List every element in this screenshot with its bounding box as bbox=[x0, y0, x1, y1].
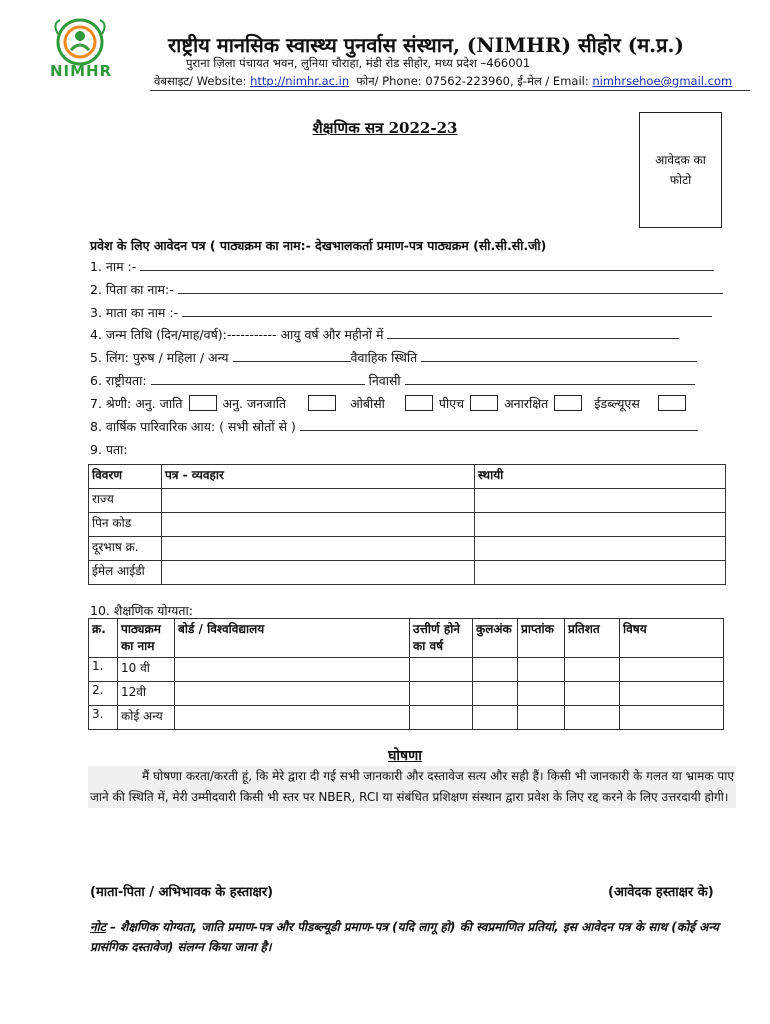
category-sc-label: 7. श्रेणी: अनु. जाति bbox=[90, 396, 183, 411]
table-row bbox=[89, 706, 724, 730]
edu-row-no: 2. bbox=[89, 682, 118, 706]
edu-row-no: 3. bbox=[89, 706, 118, 730]
father-name-blank[interactable] bbox=[178, 281, 723, 294]
category-obc-checkbox[interactable] bbox=[405, 395, 433, 411]
edu-header-board: बोर्ड / विश्वविद्यालय bbox=[175, 619, 410, 658]
edu-header-course: पाठ्यक्रम का नाम bbox=[118, 619, 175, 658]
edu-cell[interactable] bbox=[518, 658, 565, 682]
note bbox=[90, 917, 740, 957]
edu-cell[interactable] bbox=[620, 682, 724, 706]
gender-label: 5. लिंग: पुरुष / महिला / अन्य bbox=[90, 350, 229, 365]
edu-header-subject: विषय bbox=[620, 619, 724, 658]
declaration-title: घोषणा bbox=[388, 748, 422, 764]
edu-cell[interactable] bbox=[518, 706, 565, 730]
note-label: नोट bbox=[90, 920, 106, 934]
edu-header-total-marks: कुलअंक bbox=[473, 619, 518, 658]
photo-box-label-1: आवेदक का bbox=[655, 153, 706, 167]
table-row bbox=[89, 561, 726, 585]
nationality-label: 6. राष्ट्रीयता: bbox=[90, 373, 147, 388]
edu-header-percentage: प्रतिशत bbox=[565, 619, 620, 658]
edu-cell[interactable] bbox=[175, 706, 410, 730]
dob-label: 4. जन्म तिथि (दिन/माह/वर्ष):----------- आयु वर्ष और महीनों में bbox=[90, 327, 384, 342]
address-label: 9. पता: bbox=[90, 442, 128, 457]
category-ews-label: ईडब्ल्यूएस bbox=[594, 396, 640, 411]
category-field bbox=[90, 395, 692, 412]
age-blank[interactable] bbox=[387, 326, 679, 339]
income-blank[interactable] bbox=[300, 418, 698, 431]
table-row bbox=[89, 465, 726, 489]
logo-wordmark: NIMHR bbox=[50, 62, 113, 80]
resident-blank[interactable] bbox=[405, 372, 695, 385]
marital-status-label: वैवाहिक स्थिति bbox=[350, 350, 418, 365]
address-row-phone: दूरभाष क्र. bbox=[89, 537, 162, 561]
institute-address: पुराना ज़िला पंचायत भवन, लुनिया चौराहा, मंडी रोड सीहोर, मध्य प्रदेश –466001 bbox=[186, 56, 531, 70]
edu-row-no: 1. bbox=[89, 658, 118, 682]
mother-name-field[interactable] bbox=[90, 304, 712, 321]
photo-box-label-2: फोटो bbox=[669, 173, 692, 187]
address-row-state: राज्य bbox=[89, 489, 162, 513]
website-label: वेबसाइट/ Website: bbox=[154, 74, 251, 88]
education-table bbox=[88, 618, 724, 730]
edu-cell[interactable] bbox=[565, 658, 620, 682]
dob-field[interactable] bbox=[90, 326, 679, 343]
table-row bbox=[89, 489, 726, 513]
category-ph-label: पीएच bbox=[438, 396, 465, 411]
table-row bbox=[89, 537, 726, 561]
header-divider bbox=[150, 90, 750, 91]
address-header-detail: विवरण bbox=[89, 465, 162, 489]
marital-status-blank[interactable] bbox=[421, 349, 697, 362]
parent-signature-label: (माता-पिता / अभिभावक के हस्ताक्षर) bbox=[90, 885, 274, 900]
address-header-permanent: स्थायी bbox=[475, 465, 726, 489]
nimhr-logo bbox=[38, 14, 122, 90]
edu-cell[interactable] bbox=[410, 658, 473, 682]
table-row bbox=[89, 513, 726, 537]
email-permanent-cell[interactable] bbox=[475, 561, 726, 585]
nationality-field[interactable] bbox=[90, 372, 695, 389]
category-sc-checkbox[interactable] bbox=[189, 395, 217, 411]
phone-email-label: फोन/ Phone: 07562-223960, ई-मेल / Email: bbox=[349, 74, 593, 88]
edu-row-course: कोई अन्य bbox=[118, 706, 175, 730]
edu-header-no: क्र. bbox=[89, 619, 118, 658]
education-label: 10. शैक्षणिक योग्यता: bbox=[90, 603, 193, 618]
pincode-correspondence-cell[interactable] bbox=[162, 513, 475, 537]
edu-cell[interactable] bbox=[620, 706, 724, 730]
income-field[interactable] bbox=[90, 418, 698, 435]
edu-header-obtained-marks: प्राप्तांक bbox=[518, 619, 565, 658]
phone-permanent-cell[interactable] bbox=[475, 537, 726, 561]
institute-title: राष्ट्रीय मानसिक स्वास्थ्य पुनर्वास संस्थान, (NIMHR) सीहोर (म.प्र.) bbox=[168, 33, 684, 57]
state-permanent-cell[interactable] bbox=[475, 489, 726, 513]
mother-name-blank[interactable] bbox=[182, 304, 712, 317]
father-name-field[interactable] bbox=[90, 281, 723, 298]
income-label: 8. वार्षिक पारिवारिक आय: ( सभी स्रोतों से ) bbox=[90, 419, 296, 434]
edu-cell[interactable] bbox=[410, 682, 473, 706]
declaration-text bbox=[88, 766, 736, 808]
edu-cell[interactable] bbox=[473, 706, 518, 730]
email-link[interactable]: nimhrsehoe@gmail.com bbox=[592, 74, 733, 88]
edu-cell[interactable] bbox=[620, 658, 724, 682]
category-ph-checkbox[interactable] bbox=[470, 395, 498, 411]
category-ews-checkbox[interactable] bbox=[658, 395, 686, 411]
edu-cell[interactable] bbox=[565, 706, 620, 730]
name-blank[interactable] bbox=[140, 258, 714, 271]
table-row bbox=[89, 619, 724, 658]
address-row-email: ईमेल आईडी bbox=[89, 561, 162, 585]
name-label: 1. नाम :- bbox=[90, 259, 137, 274]
contact-line bbox=[154, 74, 732, 89]
edu-header-year: उत्तीर्ण होने का वर्ष bbox=[410, 619, 473, 658]
category-general-checkbox[interactable] bbox=[554, 395, 582, 411]
name-field[interactable] bbox=[90, 258, 714, 275]
phone-correspondence-cell[interactable] bbox=[162, 537, 475, 561]
edu-row-course: 12वी bbox=[118, 682, 175, 706]
edu-cell[interactable] bbox=[175, 658, 410, 682]
edu-cell[interactable] bbox=[473, 658, 518, 682]
category-st-label: अनु. जनजाति bbox=[222, 396, 287, 411]
mother-name-label: 3. माता का नाम :- bbox=[90, 305, 179, 320]
edu-cell[interactable] bbox=[410, 706, 473, 730]
session-title: शैक्षणिक सत्र 2022-23 bbox=[312, 119, 458, 137]
nationality-blank[interactable] bbox=[151, 372, 365, 385]
applicant-photo-box bbox=[639, 112, 722, 228]
edu-cell[interactable] bbox=[175, 682, 410, 706]
application-title: प्रवेश के लिए आवेदन पत्र ( पाठ्यक्रम का नाम:- देखभालकर्ता प्रमाण-पत्र पाठ्यक्रम (सी.सी.सी.जी) bbox=[90, 238, 547, 253]
category-st-checkbox[interactable] bbox=[308, 395, 336, 411]
applicant-signature-label: (आवेदक हस्ताक्षर के) bbox=[608, 885, 714, 900]
edu-row-course: 10 वी bbox=[118, 658, 175, 682]
table-row bbox=[89, 682, 724, 706]
address-row-pincode: पिन कोड bbox=[89, 513, 162, 537]
declaration-body: मैं घोषणा करता/करती हूं, कि मेरे द्वारा दी गई सभी जानकारी और दस्तावेज सत्य और सही हैं। किसी भी जानकारी के गलत या भ्रामक पाए जाने की स्थिति में, मेरी उम्मीदवारी किसी भी स्तर पर NBER, RCI या संबंधित प्रशिक्षण संस्थान द्वारा प्रवेश के लिए रद्द करने के लिए उत्तरदायी होगी। bbox=[90, 769, 734, 804]
gender-field[interactable] bbox=[90, 349, 697, 366]
category-obc-label: ओबीसी bbox=[350, 396, 385, 411]
website-link[interactable]: http://nimhr.ac.in bbox=[250, 74, 350, 88]
resident-label: निवासी bbox=[368, 373, 401, 388]
category-general-label: अनारक्षित bbox=[504, 396, 549, 411]
address-table bbox=[88, 464, 726, 585]
edu-cell[interactable] bbox=[565, 682, 620, 706]
gender-blank[interactable] bbox=[233, 349, 351, 362]
edu-cell[interactable] bbox=[518, 682, 565, 706]
father-name-label: 2. पिता का नाम:- bbox=[90, 282, 174, 297]
table-row bbox=[89, 658, 724, 682]
email-correspondence-cell[interactable] bbox=[162, 561, 475, 585]
pincode-permanent-cell[interactable] bbox=[475, 513, 726, 537]
note-text: – शैक्षणिक योग्यता, जाति प्रमाण-पत्र और पीडब्ल्यूडी प्रमाण-पत्र (यदि लागू हो) की स्वप्रमाणित प्रतियां, इस आवेदन पत्र के साथ (कोई अन्य प्रासंगिक दस्तावेज) संलग्न किया जाना है। bbox=[90, 920, 719, 954]
state-correspondence-cell[interactable] bbox=[162, 489, 475, 513]
edu-cell[interactable] bbox=[473, 682, 518, 706]
address-header-correspondence: पत्र - व्यवहार bbox=[162, 465, 475, 489]
